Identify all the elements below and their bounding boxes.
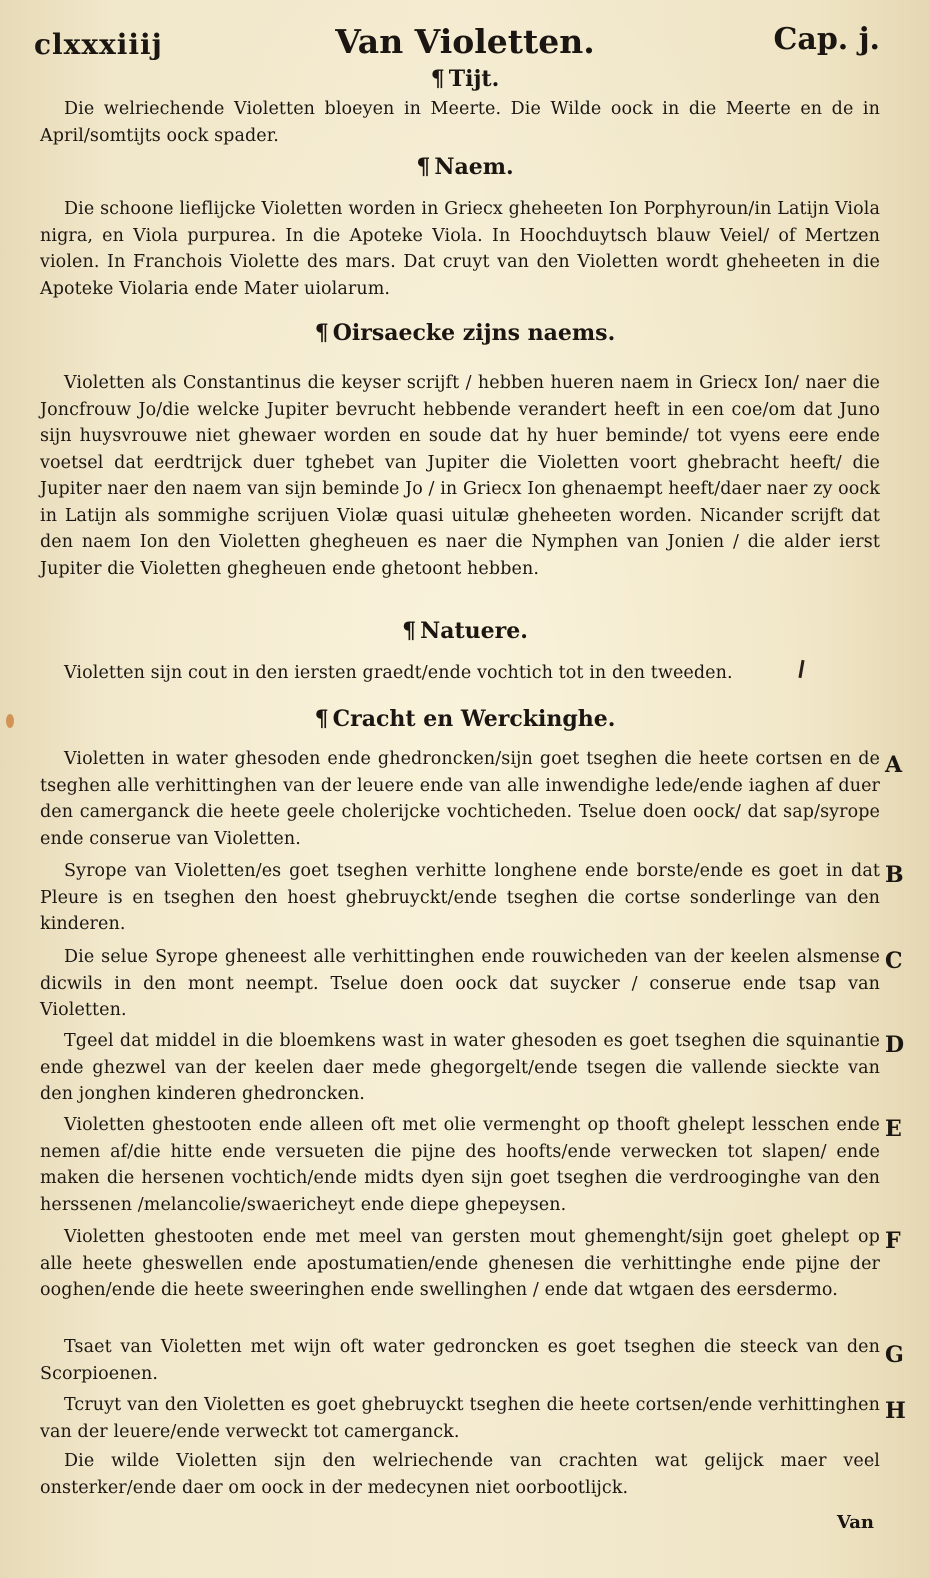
paragraph-oirsaecke: Violetten als Constantinus die keyser scrijft / hebben hueren naem in Griecx Ion/ naer die Joncfrouw Jo/die welcke Jupiter bevrucht hebbende verandert heeft in een coe/om dat Juno sijn huysvrouwe niet ghewaer worden en soude dat hy huer beminde/ tot vyens eere ende voetsel dat eerdtrijck duer tghebet van Jupiter die Violetten voort ghebracht heeft/ die Jupiter naer den naem van sijn beminde Jo / in Griecx Ion ghenaempt heeft/daer naer zy oock in Latijn als sommighe scrijuen Violæ quasi uitulæ gheheeten worden. Nicander scrijft dat den naem Ion den Violetten ghegheuen es naer die Nymphen van Jonien / die alder ierst Jupiter die Violetten ghegheuen ende ghetoont hebben. <box>40 373 880 579</box>
margin-letter-a: A <box>885 752 903 778</box>
section-heading-oirsaecke: ¶ Oirsaecke zijns naems. <box>314 320 616 346</box>
pilcrow-icon: ¶ <box>402 618 417 644</box>
folio-number: clxxxiiij <box>34 28 163 61</box>
margin-letter-g: G <box>885 1342 904 1368</box>
paragraph-cracht-d: Tgeel dat middel in die bloemkens wast in water ghesoden es goet tseghen die squinantie ende ghezwel van der keelen daer mede ghegorgelt/ende tsegen die vallende sieckte van den jonghen kinderen ghedroncken. <box>40 1031 880 1104</box>
margin-letter-c: C <box>885 948 903 974</box>
paragraph-cracht-c: Die selue Syrope gheneest alle verhittinghen ende rouwicheden van der keelen alsmense dicwils in den mont neempt. Tselue doen oock dat suycker / conserue ende tsap van Violetten. <box>40 947 880 1020</box>
margin-letter-h: H <box>885 1398 906 1424</box>
ink-blot <box>6 714 14 728</box>
margin-letter-e: E <box>885 1116 902 1142</box>
section-heading-natuere: ¶ Natuere. <box>402 618 528 644</box>
catchword: Van <box>836 1512 874 1533</box>
paragraph-cracht-f: Violetten ghestooten ende met meel van gersten mout ghemenght/sijn goet ghelept op alle heete gheswellen ende apostumatien/ende ghenesen die verhittinghe ende pijne der ooghen/ende die heete sweeringhen ende swellinghen / ende dat wtgaen des eersdermo. <box>40 1227 880 1300</box>
section-heading-cracht: ¶ Cracht en Werckinghe. <box>314 706 616 732</box>
paragraph-cracht-wilde: Die wilde Violetten sijn den welriechende van crachten wat gelijck maer veel onsterker/ende daer om oock in der medecynen niet oorbootlijck. <box>40 1451 880 1498</box>
running-title: Van Violetten. <box>335 22 595 61</box>
paragraph-tijt: Die welriechende Violetten bloeyen in Meerte. Die Wilde oock in die Meerte en de in April/somtijts oock spader. <box>40 99 880 146</box>
pilcrow-icon: ¶ <box>314 320 329 346</box>
paragraph-naem: Die schoone lieflijcke Violetten worden in Griecx gheheeten Ion Porphyroun/in Latijn Viola nigra, en Viola purpurea. In die Apoteke Viola. In Hoochduytsch blauw Veiel/ of Mertzen violen. In Franchois Violette des mars. Dat cruyt van den Violetten wordt gheheeten in die Apoteke Violaria ende Mater uiolarum. <box>40 199 880 299</box>
section-heading-naem: ¶ Naem. <box>416 154 514 180</box>
paragraph-cracht-g: Tsaet van Violetten met wijn oft water gedroncken es goet tseghen die steeck van den Scorpioenen. <box>40 1337 880 1384</box>
paragraph-natuere: Violetten sijn cout in den iersten graedt/ende vochtich tot in den tweeden. <box>64 663 733 683</box>
pilcrow-icon: ¶ <box>430 66 445 92</box>
chapter-label: Cap. j. <box>773 22 880 57</box>
pilcrow-icon: ¶ <box>314 706 329 732</box>
margin-letter-f: F <box>885 1228 901 1254</box>
paragraph-cracht-h: Tcruyt van den Violetten es goet ghebruyckt tseghen die heete cortsen/ende verhittinghen van der leuere/ende verweckt tot camerganck. <box>40 1395 880 1442</box>
paragraph-cracht-a: Violetten in water ghesoden ende ghedroncken/sijn goet tseghen die heete cortsen en de tseghen alle verhittinghen van der leuere ende van alle inwendighe lede/ende iaghen af duer den camerganck die heete geele cholerijcke vochticheden. Tselue doen oock/ dat sap/syrope ende conserue van Violetten. <box>40 749 880 849</box>
margin-letter-d: D <box>885 1032 905 1058</box>
paragraph-cracht-e: Violetten ghestooten ende alleen oft met olie vermenght op thooft ghelept lesschen ende nemen af/die hitte ende versueten die pijne des hoofts/ende verwecken tot slapen/ ende maken die hersenen vochtich/ende midts dyen sijn goet tseghen die verdrooginghe van den herssenen /melancolie/swaericheyt ende diepe ghepeysen. <box>40 1115 880 1215</box>
margin-letter-b: B <box>885 862 904 888</box>
section-heading-tijt: ¶ Tijt. <box>430 66 500 92</box>
pilcrow-icon: ¶ <box>416 154 431 180</box>
paragraph-cracht-b: Syrope van Violetten/es goet tseghen verhitte longhene ende borste/ende es goet in dat Pleure is en tseghen den hoest ghebruyckt/ende tseghen die cortse sonderlinge van den kinderen. <box>40 861 880 934</box>
